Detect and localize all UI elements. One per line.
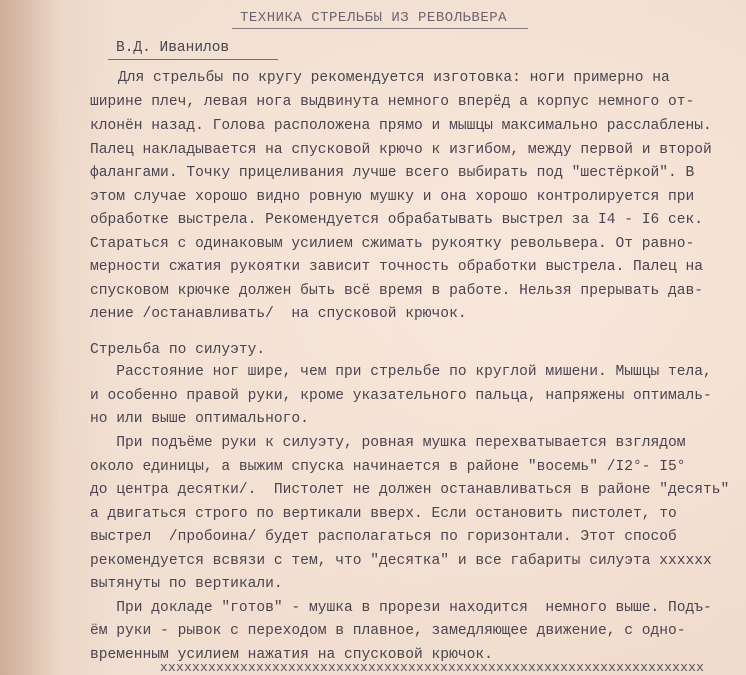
text-line: ём руки - рывок с переходом в плавное, замедляющее движение, с одно- [90, 623, 686, 639]
author-underline [108, 59, 278, 60]
text-line: Палец накладывается на спусковой крючо к изгибом, между первой и второй [90, 142, 712, 158]
text-line: до центра десятки/. Пистолет не должен останавливаться в районе "десять" [90, 482, 730, 498]
text-line: этом случае хорошо видно ровную мушку и она хорошо контролируется при [90, 189, 695, 205]
text-line: спусковом крючке должен быть всё время в работе. Нельзя прерывать дав- [90, 283, 704, 299]
text-line: При докладе "готов" - мушка в прорези находится немного выше. Подъ- [90, 600, 712, 616]
text-line: рекомендуется всвязи с тем, что "десятка" и все габариты силуэта хххххх [90, 553, 712, 569]
text-line: а двигаться строго по вертикали вверх. Если остановить пистолет, то [90, 506, 677, 522]
text-line: Расстояние ног шире, чем при стрельбе по круглой мишени. Мышцы тела, [90, 364, 712, 380]
text-line: Для стрельбы по кругу рекомендуется изготовка: ноги примерно на [118, 70, 670, 86]
text-line: Стараться с одинаковым усилием сжимать рукоятку револьвера. От равно- [90, 236, 695, 252]
text-line: ление /останавливать/ на спусковой крючок. [90, 306, 467, 322]
text-line: мерности сжатия рукоятки зависит точность обработки выстрела. Палец на [90, 259, 704, 275]
text-line: обработке выстрела. Рекомендуется обрабатывать выстрел за I4 - I6 сек. [90, 212, 704, 228]
text-line: клонён назад. Голова расположена прямо и мышцы максимально расслаблены. [90, 118, 712, 134]
end-divider: xxxxxxxxxxxxxxxxxxxxxxxxxxxxxxxxxxxxxxxxxxxxxxxxxxxxxxxxxxxxxxxxxxxx [160, 660, 705, 675]
text-line: но или выше оптимального. [90, 411, 309, 427]
page-shadow [0, 0, 60, 675]
text-line: и особенно правой руки, кроме указательного пальца, напряжены оптималь- [90, 388, 712, 404]
text-line: ширине плеч, левая нога выдвинута немного вперёд а корпус немного от- [90, 94, 695, 110]
section-heading: Стрельба по силуэту. [90, 342, 266, 358]
title-underline [232, 28, 528, 29]
text-line: вытянуты по вертикали. [90, 576, 283, 592]
text-line: временным усилием нажатия на спусковой крючок. [90, 647, 493, 663]
text-line: выстрел /пробоина/ будет располагаться по горизонтали. Этот способ [90, 529, 677, 545]
author-name: В.Д. Иванилов [116, 40, 230, 56]
document-title: ТЕХНИКА СТРЕЛЬБЫ ИЗ РЕВОЛЬВЕРА [240, 10, 508, 26]
text-line: фалангами. Точку прицеливания лучше всего выбирать под "шестёркой". В [90, 165, 695, 181]
text-line: При подъёме руки к силуэту, ровная мушка перехватывается взглядом [90, 435, 686, 451]
text-line: около единицы, а выжим спуска начинается в районе "восемь" /I2°- I5° [90, 459, 686, 475]
